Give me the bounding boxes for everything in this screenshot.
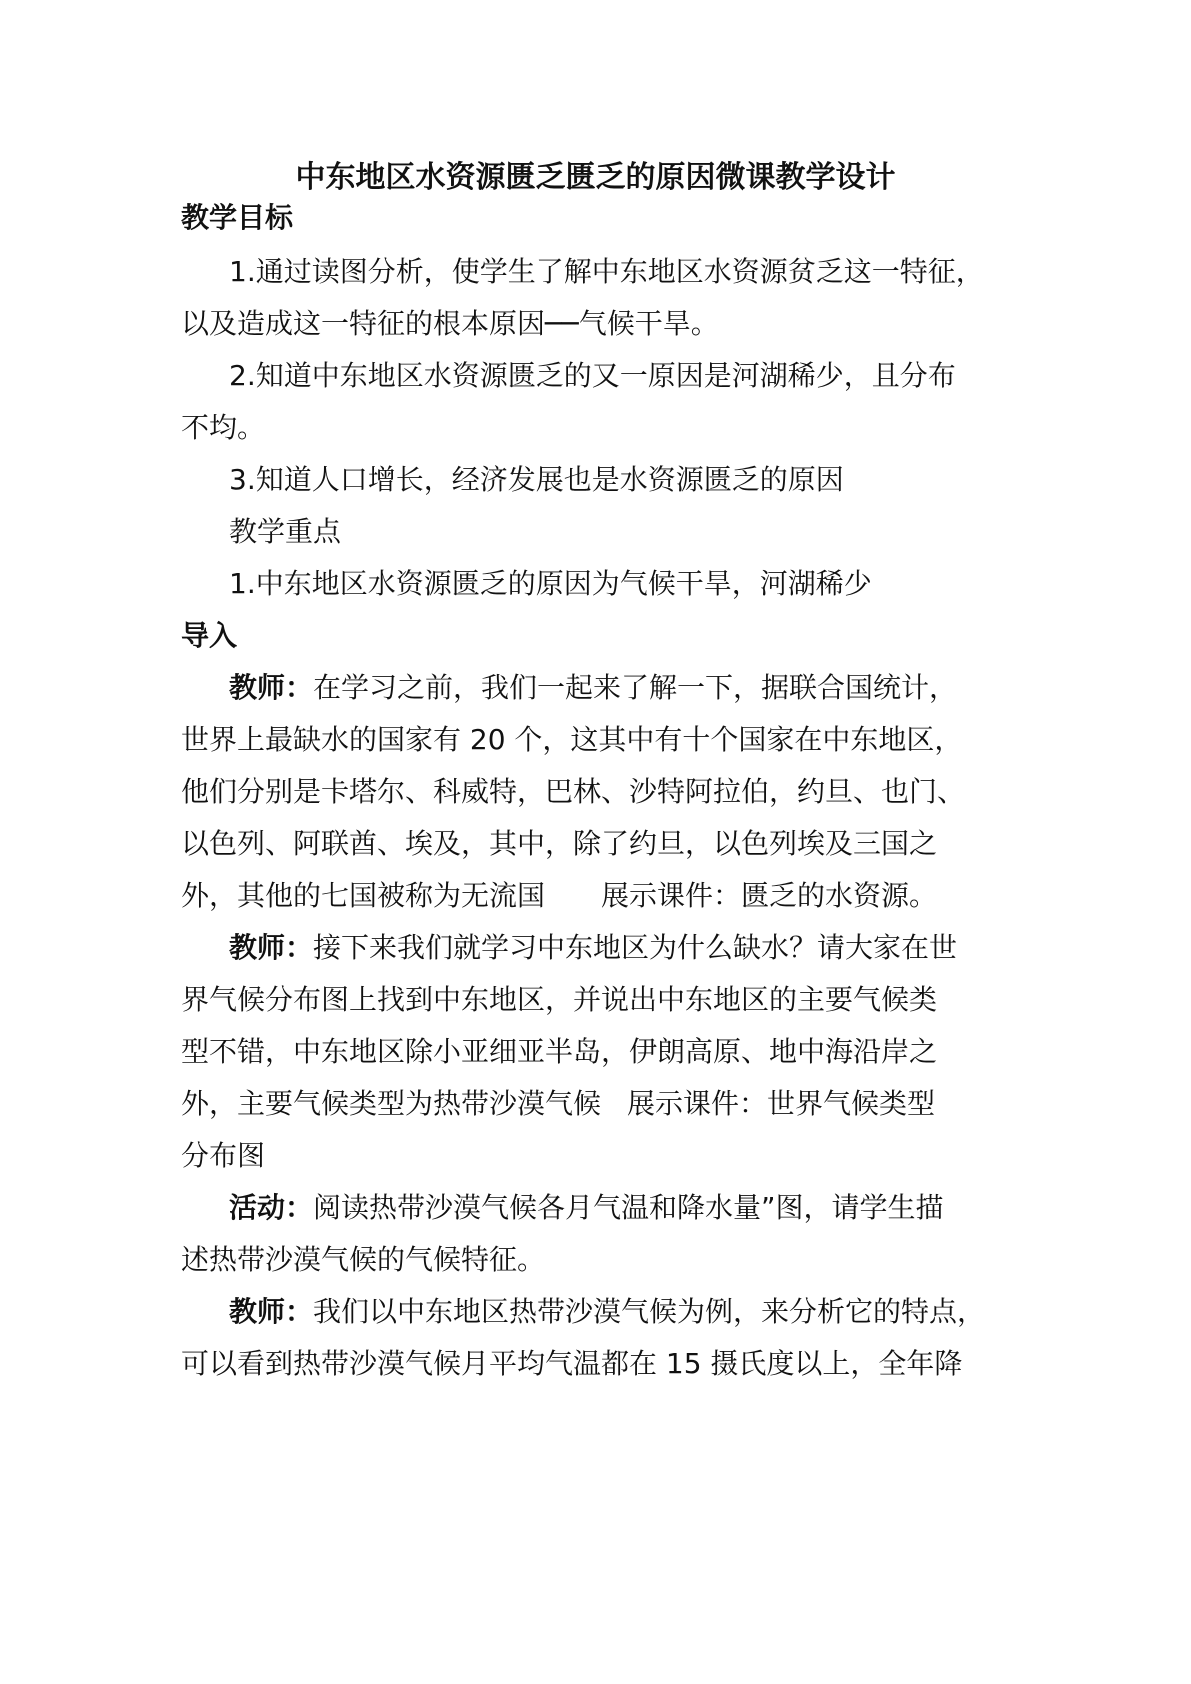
objectives-heading: 教学目标 bbox=[181, 201, 294, 234]
courseware-note: 展示课件：世界气候类型 bbox=[627, 1087, 936, 1120]
paragraph-text: 外，其他的七国被称为无流国 bbox=[181, 879, 546, 912]
intro-p4-line-1 bbox=[229, 1292, 985, 1332]
objective-1-line-1: 1.通过读图分析，使学生了解中东地区水资源贫乏这一特征， bbox=[229, 255, 984, 288]
intro-p2-line-1 bbox=[229, 928, 957, 968]
intro-p2-line-2: 界气候分布图上找到中东地区，并说出中东地区的主要气候类 bbox=[181, 983, 938, 1016]
key-points-heading: 教学重点 bbox=[229, 515, 342, 548]
objective-2-line-2: 不均。 bbox=[181, 411, 266, 444]
intro-p2-line-5: 分布图 bbox=[181, 1139, 266, 1172]
speaker-label: 教师： bbox=[229, 931, 314, 964]
speaker-label: 教师： bbox=[229, 671, 314, 704]
key-point-1: 1.中东地区水资源匮乏的原因为气候干旱，河湖稀少 bbox=[229, 567, 872, 600]
objective-3-line-1: 3.知道人口增长，经济发展也是水资源匮乏的原因 bbox=[229, 463, 844, 496]
activity-label: 活动： bbox=[229, 1191, 314, 1224]
intro-p1-line-1 bbox=[229, 668, 957, 708]
document-title: 中东地区水资源匮乏匮乏的原因微课教学设计 bbox=[295, 160, 896, 195]
paragraph-text: 在学习之前，我们一起来了解一下，据联合国统计， bbox=[313, 671, 958, 704]
paragraph-text: 外，主要气候类型为热带沙漠气候 bbox=[181, 1087, 602, 1120]
speaker-label: 教师： bbox=[229, 1295, 314, 1328]
objective-2-line-1: 2.知道中东地区水资源匮乏的又一原因是河湖稀少，且分布 bbox=[229, 359, 956, 392]
paragraph-text: 接下来我们就学习中东地区为什么缺水？请大家在世 bbox=[313, 931, 958, 964]
objective-1-line-2: 以及造成这一特征的根本原因──气候干旱。 bbox=[181, 307, 719, 340]
intro-p3-line-1 bbox=[229, 1188, 944, 1228]
paragraph-text: 阅读热带沙漠气候各月气温和降水量”图，请学生描 bbox=[313, 1191, 944, 1224]
paragraph-text: 我们以中东地区热带沙漠气候为例，来分析它的特点， bbox=[313, 1295, 986, 1328]
intro-p2-line-4 bbox=[181, 1084, 935, 1124]
intro-p3-line-2: 述热带沙漠气候的气候特征。 bbox=[181, 1243, 546, 1276]
intro-p1-line-5 bbox=[181, 876, 937, 916]
courseware-note: 展示课件：匮乏的水资源。 bbox=[601, 879, 938, 912]
intro-heading: 导入 bbox=[181, 619, 238, 652]
intro-p1-line-2: 世界上最缺水的国家有 20 个，这其中有十个国家在中东地区， bbox=[181, 723, 963, 756]
intro-p1-line-4: 以色列、阿联酋、埃及，其中，除了约旦，以色列埃及三国之 bbox=[181, 827, 938, 860]
intro-p1-line-3: 他们分别是卡塔尔、科威特，巴林、沙特阿拉伯，约旦、也门、 bbox=[181, 775, 966, 808]
intro-p4-line-2: 可以看到热带沙漠气候月平均气温都在 15 摄氏度以上，全年降 bbox=[181, 1347, 963, 1380]
intro-p2-line-3: 型不错，中东地区除小亚细亚半岛，伊朗高原、地中海沿岸之 bbox=[181, 1035, 938, 1068]
